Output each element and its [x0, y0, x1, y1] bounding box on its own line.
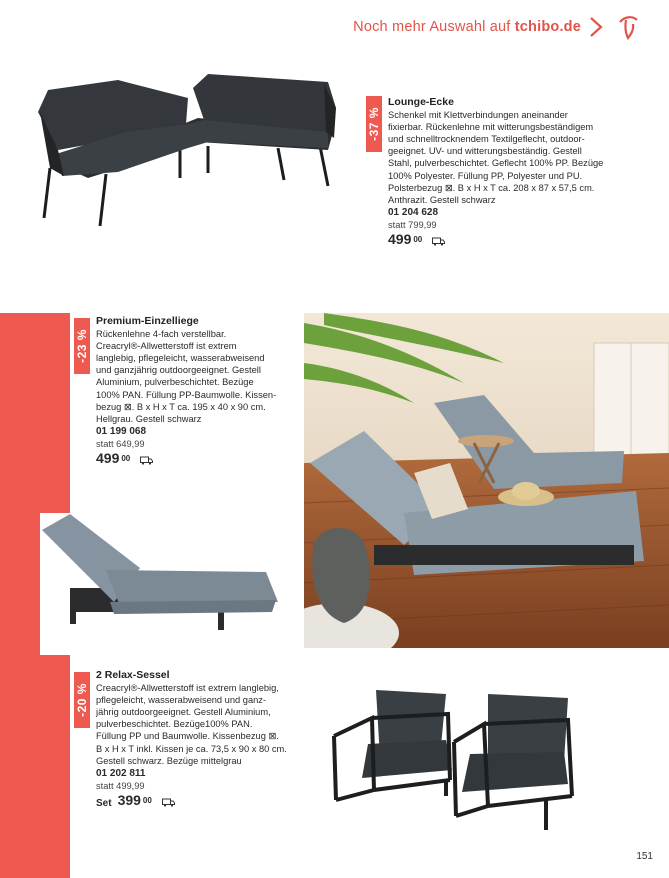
delivery-truck-icon — [432, 237, 445, 246]
old-price: statt 799,99 — [388, 219, 437, 230]
product-relax-sessel — [96, 669, 311, 810]
product-lounge-ecke — [388, 96, 648, 246]
price: 499 00 — [388, 233, 648, 246]
relax-chairs-image — [328, 684, 578, 834]
old-price: statt 649,99 — [96, 438, 145, 449]
chevron-right-icon — [587, 16, 605, 38]
price: 499 00 — [96, 452, 301, 465]
product-title: 2 Relax-Sessel — [96, 669, 170, 681]
delivery-truck-icon — [162, 798, 175, 807]
discount-badge: -37 % — [366, 96, 382, 152]
product-description: Rückenlehne 4-fach verstellbar. Creacryl®-Allwetterstoff ist extrem langlebig, pflegeleicht, wasserabweisend und ganzjährig outdoorgeeignet. Gestell Aluminium, pulverbeschichtet. Bezüge 100% PAN. Füllung PP-Baumwolle. Kissen- bezug ⊠. B x H x T ca. 195 x 40 x 90 cm. Hellgrau. Gestell schwarz — [96, 329, 277, 424]
product-description: Schenkel mit Klettverbindungen aneinander fixierbar. Rückenlehne mit witterungsbeständigem und schnelltrocknendem Textilgeflecht, outdoor- geeignet. UV- und witterungsbeständig. Gestell Stahl, pulverbeschichtet. Geflecht 100% PP. Bezüge 100% Polyester. Füllung PP, Polyester und PU. Polsterbezug ⊠. B x H x T ca. 208 x 87 x 57,5 cm. Anthrazit. Gestell schwarz — [388, 110, 604, 205]
lounger-image — [40, 510, 280, 635]
article-number: 01 204 628 — [388, 206, 439, 218]
article-number: 01 202 811 — [96, 767, 146, 779]
product-description: Creacryl®-Allwetterstoff ist extrem langlebig, pflegeleicht, wasserabweisend und ganz- jährig outdoorgeeignet. Gestell Aluminium, pulverbeschichtet. Bezüge100% PAN. Füllung PP und Baumwolle. Kissenbezug ⊠. B x H x T inkl. Kissen je ca. 73,5 x 90 x 80 cm. Gestell schwarz. Bezüge mittelgrau — [96, 683, 287, 766]
product-title: Lounge-Ecke — [388, 96, 454, 108]
delivery-truck-icon — [140, 456, 153, 465]
tchibo-logo-icon — [617, 14, 639, 40]
discount-badge: -20 % — [74, 672, 90, 728]
product-title: Premium-Einzelliege — [96, 315, 199, 327]
old-price: statt 499,99 — [96, 780, 145, 791]
price: Set 399 00 — [96, 794, 311, 810]
terrace-photo — [304, 313, 669, 648]
more-choice-link[interactable] — [353, 14, 639, 40]
article-number: 01 199 068 — [96, 425, 147, 437]
more-choice-text: Noch mehr Auswahl auf tchibo.de — [353, 19, 581, 35]
discount-badge: -23 % — [74, 318, 90, 374]
lounge-corner-image — [28, 68, 348, 228]
page-number: 151 — [636, 851, 653, 862]
product-premium-einzelliege — [96, 315, 301, 465]
